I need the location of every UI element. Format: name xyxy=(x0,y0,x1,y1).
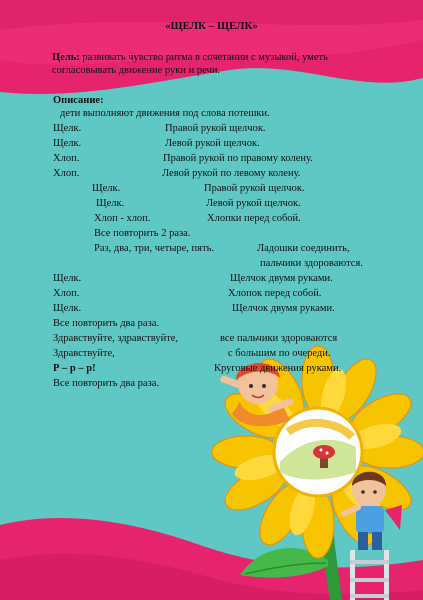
goal-text: развивать чувство ритма в сочетании с музыкой, уметь согласовывать движение руки и речи. xyxy=(52,52,328,76)
rhyme-words-line: Все повторить два раза. xyxy=(53,378,160,389)
rhyme-action-line: Хлопок перед собой. xyxy=(228,288,322,299)
rhyme-words-line: Все повторить 2 раза. xyxy=(94,228,191,239)
rhyme-action-line: с большим по очереди. xyxy=(228,348,331,359)
rhyme-action-line: Щелчок двумя руками. xyxy=(230,273,333,284)
rhyme-words-line: Щелк. xyxy=(53,273,82,284)
rhyme-action-line: Щелчок двумя руками. xyxy=(232,303,335,314)
rhyme-words-line: Хлоп - хлоп. xyxy=(94,213,151,224)
rhyme-action-line: Ладошки соединить, xyxy=(257,243,350,254)
rhyme-action-line: Левой рукой щелчок. xyxy=(165,138,260,149)
rhyme-words-line: Щелк. xyxy=(53,123,82,134)
goal-label: Цель: xyxy=(52,52,80,63)
rhyme-words-line: Щелк. xyxy=(92,183,121,194)
rhyme-action-line: Хлопки перед собой. xyxy=(207,213,301,224)
rhyme-words-line: Все повторить два раза. xyxy=(53,318,160,329)
goal-paragraph xyxy=(52,51,382,77)
rhyme-action-line: Правой рукой щелчок. xyxy=(204,183,305,194)
rhyme-action-line: Левой рукой щелчок. xyxy=(206,198,301,209)
rhyme-words-line: Щелк. xyxy=(53,303,82,314)
rhyme-action-line: пальчики здороваются. xyxy=(260,258,363,269)
rhyme-action-line: Правой рукой по правому колену. xyxy=(163,153,313,164)
rhyme-words-line: Хлоп. xyxy=(53,168,80,179)
description-heading: Описание: xyxy=(53,95,104,106)
rhyme-words-line: Здравствуйте, здравствуйте, xyxy=(53,333,179,344)
rhyme-words-line: Хлоп. xyxy=(53,153,80,164)
rhyme-words-line: Здравствуйте, xyxy=(53,348,115,359)
description-intro: дети выполняют движения под слова потешки. xyxy=(60,108,270,119)
page-title: «ЩЕЛК – ЩЕЛК» xyxy=(165,20,258,32)
rhyme-action-line: Круговые движения руками. xyxy=(214,363,342,374)
rhyme-action-line: Левой рукой по левому колену. xyxy=(162,168,301,179)
rhyme-words-line: Р – р – р! xyxy=(53,363,96,374)
rhyme-action-line: все пальчики здороваются xyxy=(220,333,338,344)
rhyme-words-line: Раз, два, три, четыре, пять. xyxy=(94,243,215,254)
rhyme-words-line: Хлоп. xyxy=(53,288,80,299)
rhyme-action-line: Правой рукой щелчок. xyxy=(165,123,266,134)
rhyme-words-line: Щелк. xyxy=(53,138,82,149)
rhyme-words-line: Щелк. xyxy=(96,198,125,209)
